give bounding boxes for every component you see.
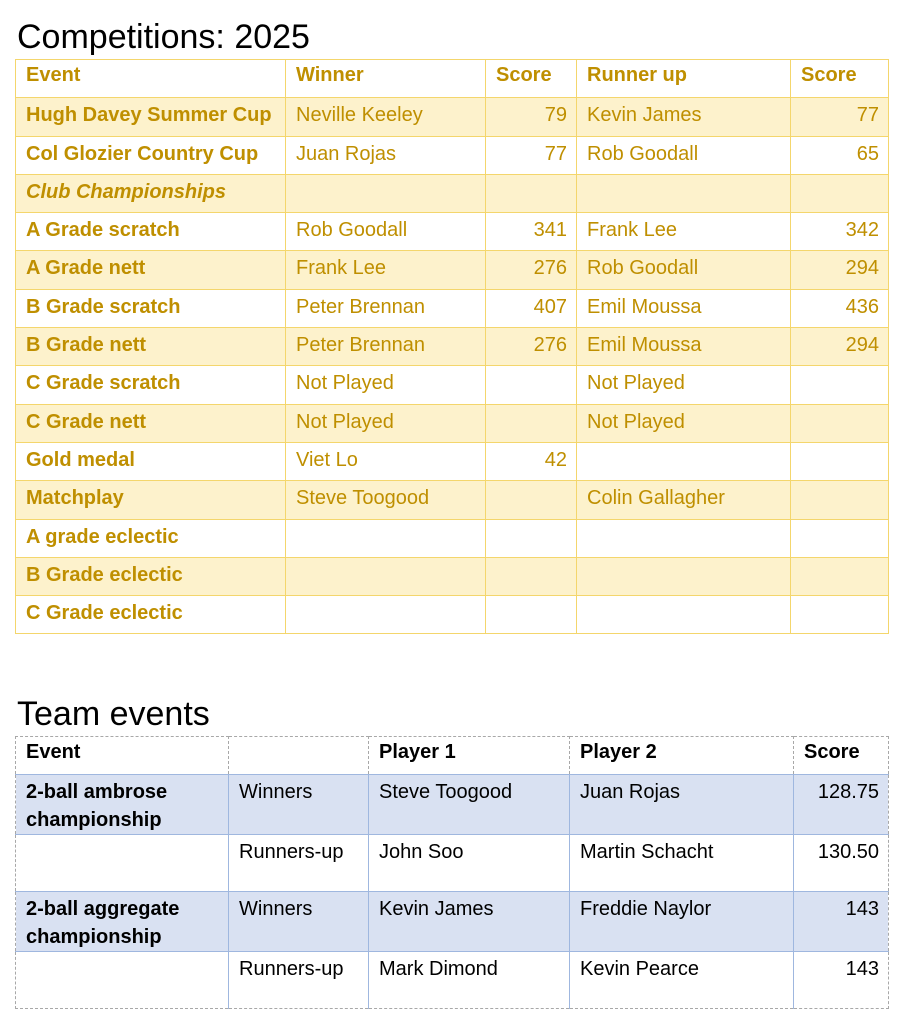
player-1: Kevin James xyxy=(369,892,570,952)
winner-name xyxy=(286,519,486,557)
player-1: Mark Dimond xyxy=(369,952,570,1009)
table-row xyxy=(16,892,889,952)
placing: Winners xyxy=(229,892,369,952)
team-score: 130.50 xyxy=(794,835,889,892)
runner-up-name xyxy=(577,519,791,557)
header-placing xyxy=(229,737,369,775)
winner-score: 276 xyxy=(486,328,577,366)
runner-up-name xyxy=(577,596,791,634)
event-name: C Grade scratch xyxy=(16,366,286,404)
winner-name: Peter Brennan xyxy=(286,328,486,366)
runner-up-score: 294 xyxy=(791,251,889,289)
event-name: C Grade nett xyxy=(16,404,286,442)
event-name: C Grade eclectic xyxy=(16,596,286,634)
event-name: B Grade nett xyxy=(16,328,286,366)
runner-up-score xyxy=(791,366,889,404)
winner-score: 79 xyxy=(486,98,577,136)
player-1: John Soo xyxy=(369,835,570,892)
header-player-1: Player 1 xyxy=(369,737,570,775)
table-row xyxy=(16,835,889,892)
runner-up-score xyxy=(791,442,889,480)
table-row xyxy=(16,98,889,136)
winner-name: Juan Rojas xyxy=(286,136,486,174)
winner-score xyxy=(486,174,577,212)
table-row xyxy=(16,596,889,634)
event-name: 2-ball aggregate championship xyxy=(16,892,229,952)
runner-up-name: Kevin James xyxy=(577,98,791,136)
winner-name: Peter Brennan xyxy=(286,289,486,327)
event-name: Club Championships xyxy=(16,174,286,212)
placing: Winners xyxy=(229,775,369,835)
table-row xyxy=(16,404,889,442)
placing: Runners-up xyxy=(229,835,369,892)
table-row xyxy=(16,251,889,289)
runner-up-score xyxy=(791,481,889,519)
event-name: Hugh Davey Summer Cup xyxy=(16,98,286,136)
team-score: 128.75 xyxy=(794,775,889,835)
winner-name xyxy=(286,557,486,595)
event-name: B Grade scratch xyxy=(16,289,286,327)
event-name: 2-ball ambrose championship xyxy=(16,775,229,835)
winner-score xyxy=(486,404,577,442)
table-row xyxy=(16,136,889,174)
runner-up-name: Not Played xyxy=(577,404,791,442)
team-score: 143 xyxy=(794,892,889,952)
table-row xyxy=(16,442,889,480)
event-name: Matchplay xyxy=(16,481,286,519)
table-row xyxy=(16,289,889,327)
runner-up-score: 65 xyxy=(791,136,889,174)
winner-score xyxy=(486,519,577,557)
team-score: 143 xyxy=(794,952,889,1009)
table-row xyxy=(16,174,889,212)
header-score: Score xyxy=(794,737,889,775)
winner-name xyxy=(286,596,486,634)
runner-up-score xyxy=(791,174,889,212)
winner-score: 77 xyxy=(486,136,577,174)
runner-up-score: 436 xyxy=(791,289,889,327)
runner-up-score: 77 xyxy=(791,98,889,136)
winner-name xyxy=(286,174,486,212)
table-row xyxy=(16,213,889,251)
competitions-header-row xyxy=(16,60,889,98)
event-name: Col Glozier Country Cup xyxy=(16,136,286,174)
runner-up-name: Rob Goodall xyxy=(577,136,791,174)
event-name: Gold medal xyxy=(16,442,286,480)
runner-up-score xyxy=(791,404,889,442)
player-2: Martin Schacht xyxy=(570,835,794,892)
placing: Runners-up xyxy=(229,952,369,1009)
header-player-2: Player 2 xyxy=(570,737,794,775)
table-row xyxy=(16,366,889,404)
runner-up-name xyxy=(577,174,791,212)
header-winner: Winner xyxy=(286,60,486,98)
runner-up-name: Emil Moussa xyxy=(577,289,791,327)
player-2: Kevin Pearce xyxy=(570,952,794,1009)
winner-name: Not Played xyxy=(286,366,486,404)
player-1: Steve Toogood xyxy=(369,775,570,835)
winner-score: 341 xyxy=(486,213,577,251)
team-events-title: Team events xyxy=(17,695,210,733)
runner-up-name xyxy=(577,442,791,480)
runner-up-score xyxy=(791,596,889,634)
competitions-title: Competitions: 2025 xyxy=(17,18,310,56)
winner-score: 276 xyxy=(486,251,577,289)
event-name: A Grade scratch xyxy=(16,213,286,251)
header-event: Event xyxy=(16,737,229,775)
winner-name: Neville Keeley xyxy=(286,98,486,136)
winner-score: 407 xyxy=(486,289,577,327)
table-row xyxy=(16,952,889,1009)
runner-up-score xyxy=(791,519,889,557)
runner-up-name: Not Played xyxy=(577,366,791,404)
runner-up-name: Rob Goodall xyxy=(577,251,791,289)
runner-up-name xyxy=(577,557,791,595)
winner-name: Steve Toogood xyxy=(286,481,486,519)
event-name xyxy=(16,952,229,1009)
event-name: A grade eclectic xyxy=(16,519,286,557)
runner-up-score xyxy=(791,557,889,595)
event-name: B Grade eclectic xyxy=(16,557,286,595)
team-header-row xyxy=(16,737,889,775)
runner-up-score: 294 xyxy=(791,328,889,366)
winner-name: Not Played xyxy=(286,404,486,442)
runner-up-name: Frank Lee xyxy=(577,213,791,251)
team-events-table xyxy=(15,736,889,1009)
competitions-table xyxy=(15,59,889,634)
table-row xyxy=(16,519,889,557)
winner-name: Rob Goodall xyxy=(286,213,486,251)
winner-score xyxy=(486,596,577,634)
table-row xyxy=(16,557,889,595)
winner-score: 42 xyxy=(486,442,577,480)
runner-up-name: Colin Gallagher xyxy=(577,481,791,519)
header-runner-up-score: Score xyxy=(791,60,889,98)
player-2: Juan Rojas xyxy=(570,775,794,835)
winner-score xyxy=(486,366,577,404)
winner-score xyxy=(486,481,577,519)
event-name xyxy=(16,835,229,892)
winner-name: Frank Lee xyxy=(286,251,486,289)
event-name: A Grade nett xyxy=(16,251,286,289)
player-2: Freddie Naylor xyxy=(570,892,794,952)
header-runner-up: Runner up xyxy=(577,60,791,98)
table-row xyxy=(16,328,889,366)
winner-score xyxy=(486,557,577,595)
table-row xyxy=(16,481,889,519)
runner-up-score: 342 xyxy=(791,213,889,251)
table-row xyxy=(16,775,889,835)
header-winner-score: Score xyxy=(486,60,577,98)
header-event: Event xyxy=(16,60,286,98)
winner-name: Viet Lo xyxy=(286,442,486,480)
runner-up-name: Emil Moussa xyxy=(577,328,791,366)
